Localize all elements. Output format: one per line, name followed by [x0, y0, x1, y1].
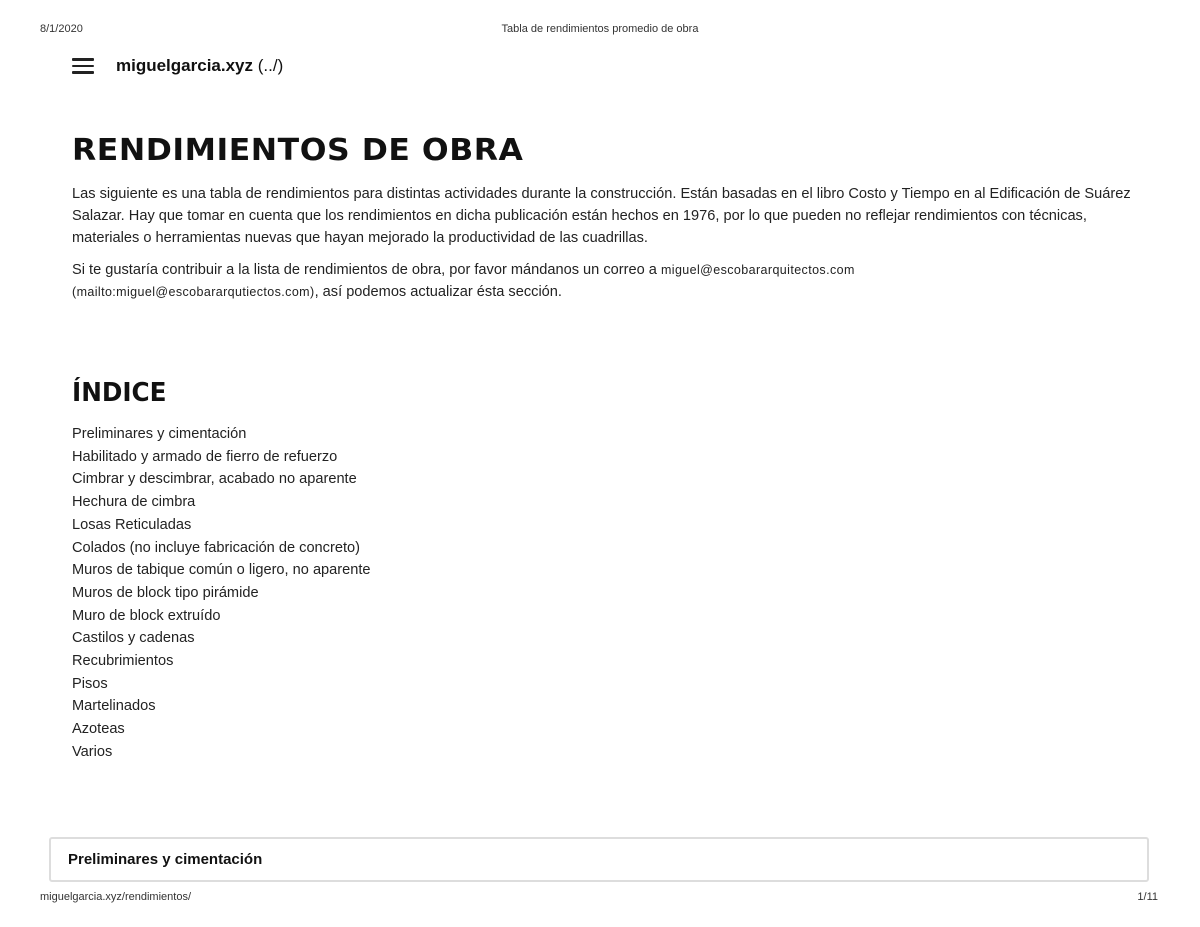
index-item	[72, 605, 371, 628]
site-path: (../)	[257, 56, 284, 75]
index-link[interactable]: Pisos	[72, 675, 108, 692]
print-date: 8/1/2020	[40, 23, 83, 35]
index-item	[72, 423, 371, 446]
index-item	[72, 468, 371, 491]
index-link[interactable]: Muros de block tipo pirámide	[72, 584, 259, 601]
index-link[interactable]: Colados (no incluye fabricación de concreto)	[72, 539, 360, 556]
index-item	[72, 582, 371, 605]
index-item	[72, 627, 371, 650]
index-link[interactable]: Castilos y cadenas	[72, 630, 195, 647]
index-item	[72, 537, 371, 560]
hamburger-line	[72, 58, 94, 61]
index-item	[72, 673, 371, 696]
index-link[interactable]: Cimbrar y descimbrar, acabado no aparente	[72, 471, 357, 488]
index-link[interactable]: Losas Reticuladas	[72, 516, 192, 533]
index-link[interactable]: Martelinados	[72, 698, 156, 715]
index-item	[72, 446, 371, 469]
site-home-link[interactable]	[116, 56, 283, 76]
index-item	[72, 514, 371, 537]
index-item	[72, 559, 371, 582]
page-title: RENDIMIENTOS DE OBRA	[72, 133, 524, 168]
print-footer-url: miguelgarcia.xyz/rendimientos/	[40, 891, 192, 903]
contact-email: miguel@escobararquitectos.com	[660, 263, 855, 277]
section-card-title: Preliminares y cimentación	[68, 851, 263, 868]
section-card-preliminares	[49, 837, 1149, 882]
hamburger-menu-icon[interactable]	[72, 54, 96, 78]
index-link[interactable]: Hechura de cimbra	[72, 494, 196, 511]
index-heading: ÍNDICE	[72, 378, 167, 408]
index-link[interactable]: Preliminares y cimentación	[72, 426, 247, 442]
index-link[interactable]: Muro de block extruído	[72, 607, 221, 624]
site-name: miguelgarcia.xyz	[116, 56, 254, 75]
contribute-text: Si te gustaría contribuir a la lista de rendimientos de obra, por favor mándanos un correo a	[72, 262, 657, 278]
index-link[interactable]: Muros de tabique común o ligero, no aparente	[72, 562, 371, 579]
print-header-title: Tabla de rendimientos promedio de obra	[501, 23, 699, 35]
intro-paragraph: Las siguiente es una tabla de rendimientos para distintas actividades durante la construcción. Están basadas en el libro Costo y Tiempo en al Edificación de Suárez Salazar. Hay que tomar en cuenta que los rendimientos en dicha publicación están hechos en 1976, por lo que pueden no reflejar rendimientos con técnicas, materiales o herramientas nuevas que hayan mejorado la productividad de las cuadrillas.	[72, 186, 1131, 246]
index-list	[72, 423, 371, 764]
index-item	[72, 741, 371, 764]
index-item	[72, 718, 371, 741]
contribute-text-end: , así podemos actualizar ésta sección.	[314, 284, 562, 300]
index-link[interactable]: Habilitado y armado de fierro de refuerzo	[72, 448, 338, 465]
hamburger-line	[72, 71, 94, 74]
top-navbar	[72, 54, 283, 78]
hamburger-line	[72, 65, 94, 68]
contact-mailto: (mailto:miguel@escobararqutiectos.com)	[72, 285, 315, 299]
print-page-number: 1/11	[1137, 891, 1158, 903]
index-link[interactable]: Azoteas	[72, 721, 125, 738]
index-link[interactable]: Recubrimientos	[72, 653, 174, 670]
index-item	[72, 695, 371, 718]
index-item	[72, 491, 371, 514]
contribute-paragraph	[72, 259, 1142, 303]
index-item	[72, 650, 371, 673]
index-link[interactable]: Varios	[72, 743, 113, 760]
